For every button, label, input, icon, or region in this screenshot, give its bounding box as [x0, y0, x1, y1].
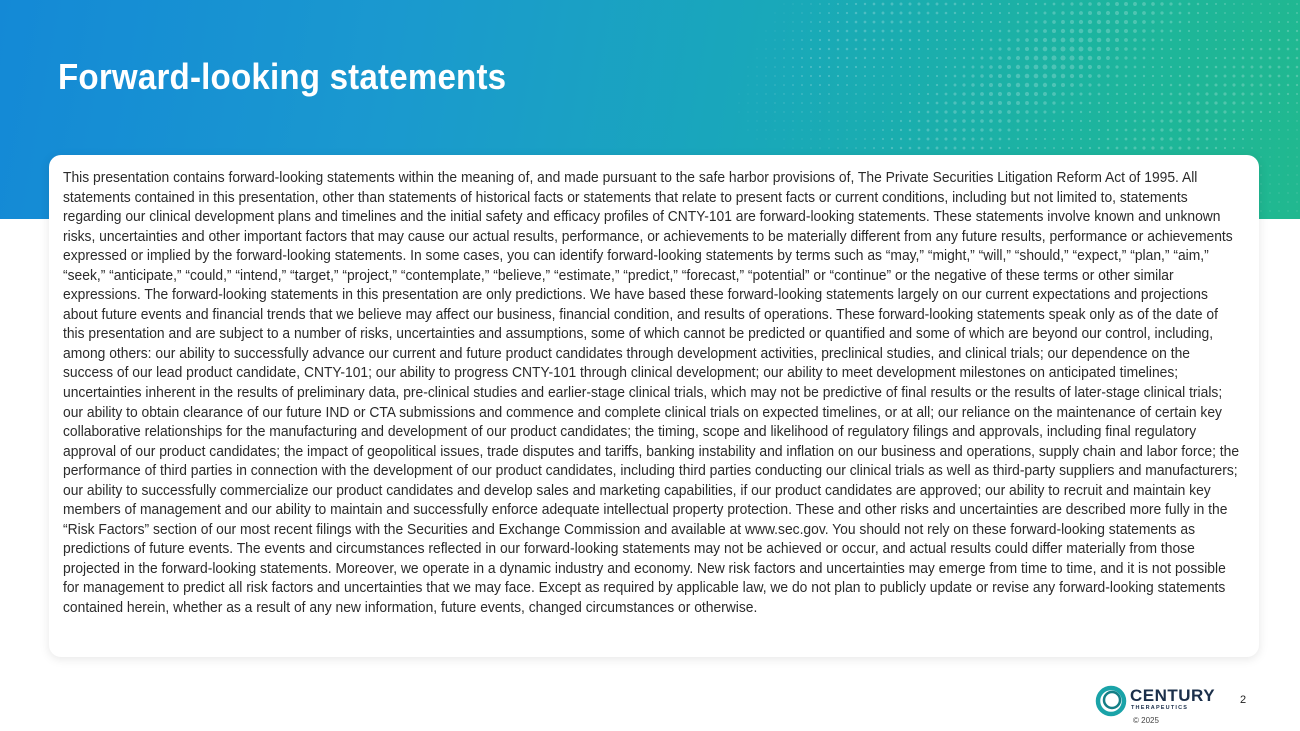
century-ring-logo-icon — [1094, 684, 1128, 718]
page-number: 2 — [1240, 694, 1247, 706]
logo-wordmark: CENTURY — [1130, 686, 1216, 705]
logo-subtitle: THERAPEUTICS — [1131, 705, 1189, 711]
statement-card — [49, 155, 1259, 657]
forward-looking-statement-text: This presentation contains forward-looking statements within the meaning of, and made pursuant to the safe harbor provisions of, The Private Securities Litigation Reform Act of 1995. All statements contained in this presentation, other than statements of historical facts or statements that relate to present facts or current conditions, including but not limited to, statements regarding our clinical development plans and timelines and the initial safety and efficacy profiles of CNTY-101 are forward-looking statements. These statements involve known and unknown risks, uncertainties and other important factors that may cause our actual results, performance, or achievements to be materially different from any future results, performance or achievements expressed or implied by the forward-looking statements. In some cases, you can identify forward-looking statements by terms such as “may,” “might,” “will,” “should,” “expect,” “plan,” “aim,” “seek,” “anticipate,” “could,” “intend,” “target,” “project,” “contemplate,” “believe,” “estimate,” “predict,” “forecast,” “potential” or “continue” or the negative of these terms or other similar expressions. The forward-looking statements in this presentation are only predictions. We have based these forward-looking statements largely on our current expectations and projections about future events and financial trends that we believe may affect our business, financial condition, and results of operations. These forward-looking statements speak only as of the date of this presentation and are subject to a number of risks, uncertainties and assumptions, some of which cannot be predicted or quantified and some of which are beyond our control, including, among others: our ability to successfully advance our current and future product candidates through development activities, preclinical studies, and clinical trials; our dependence on the success of our lead product candidate, CNTY-101; our ability to progress CNTY-101 through clinical development; our ability to meet development milestones on anticipated timelines; uncertainties inherent in the results of preliminary data, pre-clinical studies and earlier-stage clinical trials, which may not be predictive of final results or the results of later-stage clinical trials; our ability to obtain clearance of our future IND or CTA submissions and commence and complete clinical trials on expected timelines, or at all; our reliance on the maintenance of certain key collaborative relationships for the manufacturing and development of our product candidates; the timing, scope and likelihood of regulatory filings and approvals, including final regulatory approval of our product candidates; the impact of geopolitical issues, trade disputes and tariffs, banking instability and inflation on our business and operations, supply chain and labor force; the performance of third parties in connection with the development of our product candidates, including third parties conducting our clinical trials as well as third-party suppliers and manufacturers; our ability to successfully commercialize our product candidates and develop sales and marketing capabilities, if our product candidates are approved; our ability to recruit and maintain key members of management and our ability to maintain and successfully enforce adequate intellectual property protection. These and other risks and uncertainties are described more fully in the “Risk Factors” section of our most recent filings with the Securities and Exchange Commission and available at www.sec.gov. You should not rely on these forward-looking statements as predictions of future events. The events and circumstances reflected in our forward-looking statements may not be achieved or occur, and actual results could differ materially from those projected in the forward-looking statements. Moreover, we operate in a dynamic industry and economy. New risk factors and uncertainties may emerge from time to time, and it is not possible for management to predict all risk factors and uncertainties that we may face. Except as required by applicable law, we do not plan to publicly update or revise any forward-looking statements contained herein, whether as a result of any new information, future events, changed circumstances or otherwise. — [63, 170, 1240, 617]
copyright-notice: © 2025 — [1133, 716, 1159, 725]
company-logo — [1094, 684, 1224, 728]
slide-title: Forward-looking statements — [58, 56, 507, 97]
